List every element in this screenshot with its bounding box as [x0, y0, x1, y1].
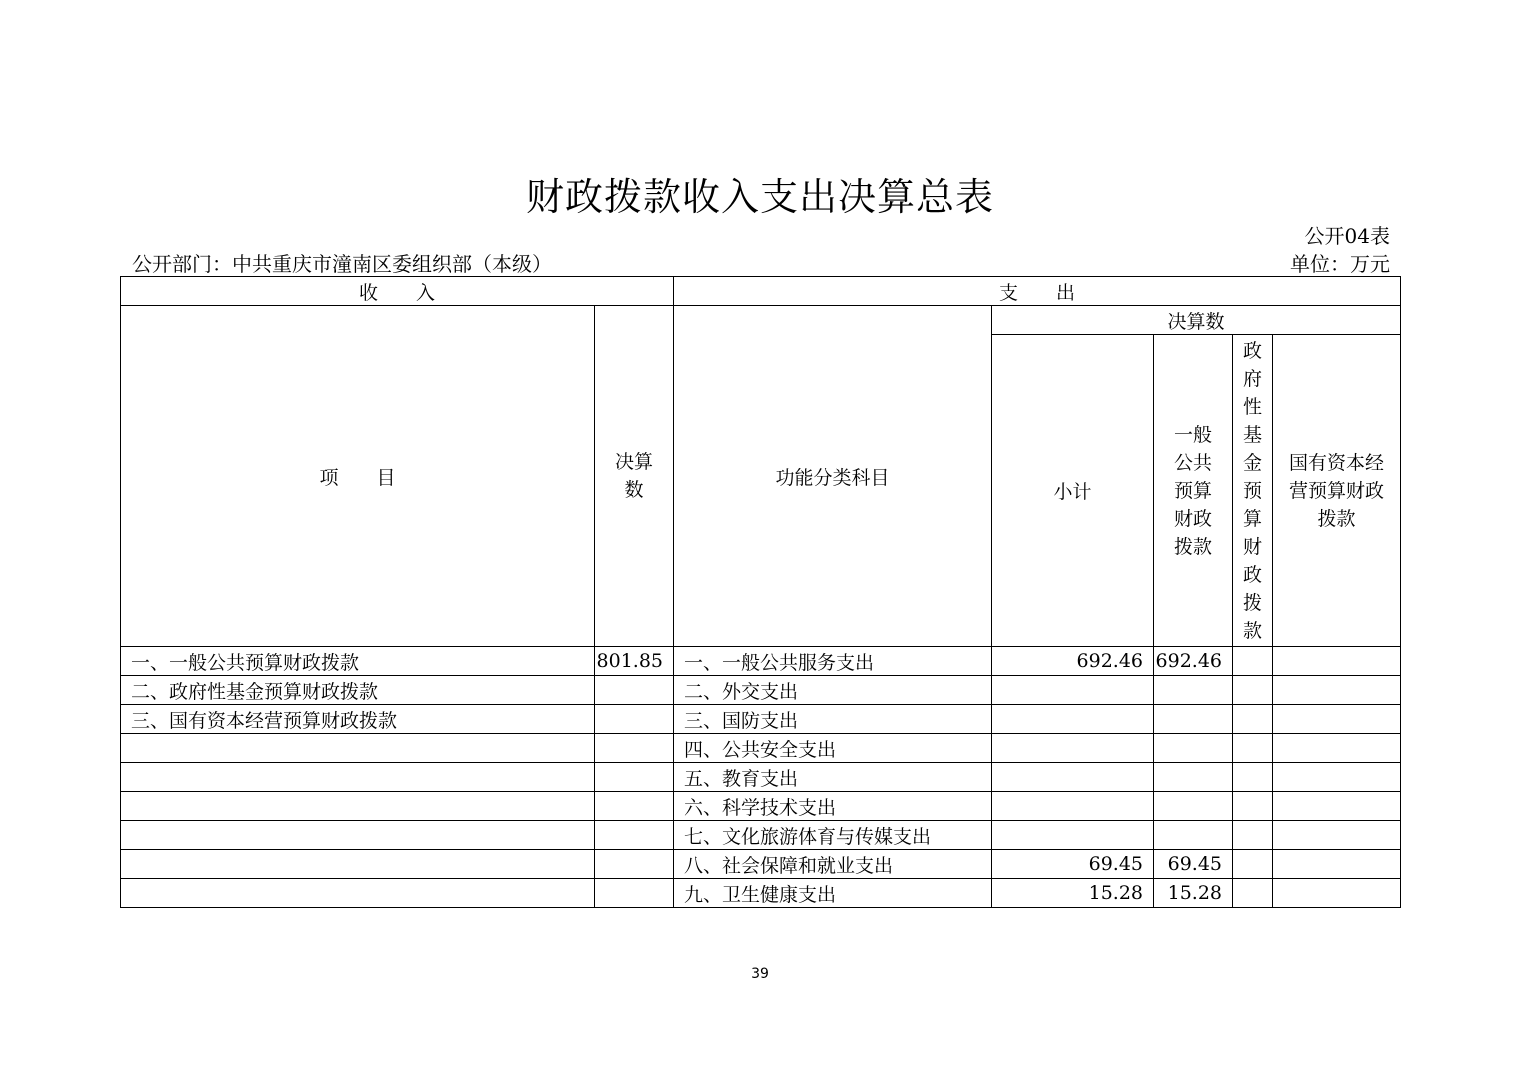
gov-fund-cell [1233, 734, 1273, 763]
expense-item-cell: 六、科学技术支出 [674, 792, 992, 821]
general-budget-header-text: 一般公共预算财政拨款 [1174, 423, 1213, 558]
gov-fund-cell [1233, 647, 1273, 676]
state-capital-cell [1273, 879, 1401, 908]
income-section-header: 收 入 [121, 277, 674, 306]
table-row [121, 879, 1401, 908]
gov-fund-cell [1233, 763, 1273, 792]
gov-fund-cell [1233, 792, 1273, 821]
income-item-cell [121, 821, 595, 850]
gov-fund-cell [1233, 879, 1273, 908]
expense-item-cell: 八、社会保障和就业支出 [674, 850, 992, 879]
table-row [121, 850, 1401, 879]
income-amount-cell [595, 879, 674, 908]
table-row [121, 676, 1401, 705]
general-budget-cell: 692.46 [1154, 647, 1233, 676]
table-body [121, 647, 1401, 908]
income-item-cell [121, 792, 595, 821]
department-label: 公开部门：中共重庆市潼南区委组织部（本级） [132, 252, 552, 276]
income-item-cell [121, 763, 595, 792]
table-row [121, 734, 1401, 763]
state-capital-cell [1273, 676, 1401, 705]
income-item-cell: 三、国有资本经营预算财政拨款 [121, 705, 595, 734]
state-capital-cell [1273, 850, 1401, 879]
state-capital-header-text: 国有资本经营预算财政拨款 [1289, 451, 1385, 530]
amount-header-line1: 决算 [615, 451, 654, 473]
state-capital-cell [1273, 792, 1401, 821]
subtotal-cell [992, 705, 1154, 734]
general-budget-cell [1154, 705, 1233, 734]
income-item-cell [121, 879, 595, 908]
subtotal-cell: 69.45 [992, 850, 1154, 879]
gov-fund-header [1233, 335, 1273, 647]
state-capital-cell [1273, 821, 1401, 850]
income-amount-cell [595, 734, 674, 763]
gov-fund-header-text: 政府性基金预算财政拨款 [1243, 339, 1263, 642]
subtotal-cell [992, 763, 1154, 792]
general-budget-cell [1154, 821, 1233, 850]
table-row [121, 705, 1401, 734]
state-capital-cell [1273, 705, 1401, 734]
amount-header [595, 306, 674, 647]
form-number: 公开04表 [1304, 224, 1390, 248]
gov-fund-cell [1233, 850, 1273, 879]
income-amount-cell [595, 850, 674, 879]
expense-item-cell: 一、一般公共服务支出 [674, 647, 992, 676]
income-item-cell: 二、政府性基金预算财政拨款 [121, 676, 595, 705]
table-row [121, 647, 1401, 676]
unit-label: 单位：万元 [1290, 252, 1390, 276]
subtotal-cell [992, 792, 1154, 821]
subtotal-cell: 692.46 [992, 647, 1154, 676]
final-amount-header: 决算数 [992, 306, 1401, 335]
subtotal-header: 小计 [992, 335, 1154, 647]
state-capital-cell [1273, 647, 1401, 676]
function-class-header: 功能分类科目 [674, 306, 992, 647]
state-capital-cell [1273, 734, 1401, 763]
gov-fund-cell [1233, 676, 1273, 705]
page-number: 39 [751, 966, 769, 982]
income-amount-cell [595, 763, 674, 792]
expense-item-cell: 二、外交支出 [674, 676, 992, 705]
state-capital-header [1273, 335, 1401, 647]
subtotal-cell [992, 734, 1154, 763]
general-budget-cell: 69.45 [1154, 850, 1233, 879]
income-amount-cell [595, 705, 674, 734]
subtotal-cell [992, 676, 1154, 705]
general-budget-cell: 15.28 [1154, 879, 1233, 908]
income-amount-cell [595, 676, 674, 705]
income-item-cell [121, 850, 595, 879]
gov-fund-cell [1233, 821, 1273, 850]
general-budget-cell [1154, 792, 1233, 821]
expense-item-cell: 三、国防支出 [674, 705, 992, 734]
income-item-cell [121, 734, 595, 763]
income-amount-cell [595, 821, 674, 850]
table-row [121, 792, 1401, 821]
income-item-cell: 一、一般公共预算财政拨款 [121, 647, 595, 676]
gov-fund-cell [1233, 705, 1273, 734]
table-row [121, 821, 1401, 850]
income-amount-cell: 801.85 [595, 647, 674, 676]
amount-header-line2: 数 [624, 479, 644, 501]
expense-item-cell: 五、教育支出 [674, 763, 992, 792]
general-budget-cell [1154, 734, 1233, 763]
state-capital-cell [1273, 763, 1401, 792]
subtotal-cell [992, 821, 1154, 850]
general-budget-cell [1154, 763, 1233, 792]
table-row [121, 763, 1401, 792]
general-budget-header [1154, 335, 1233, 647]
subtotal-cell: 15.28 [992, 879, 1154, 908]
expense-item-cell: 七、文化旅游体育与传媒支出 [674, 821, 992, 850]
page-title: 财政拨款收入支出决算总表 [525, 175, 994, 219]
expense-item-cell: 九、卫生健康支出 [674, 879, 992, 908]
budget-table [120, 276, 1401, 908]
expense-section-header: 支 出 [674, 277, 1401, 306]
item-header: 项 目 [121, 306, 595, 647]
general-budget-cell [1154, 676, 1233, 705]
expense-item-cell: 四、公共安全支出 [674, 734, 992, 763]
income-amount-cell [595, 792, 674, 821]
